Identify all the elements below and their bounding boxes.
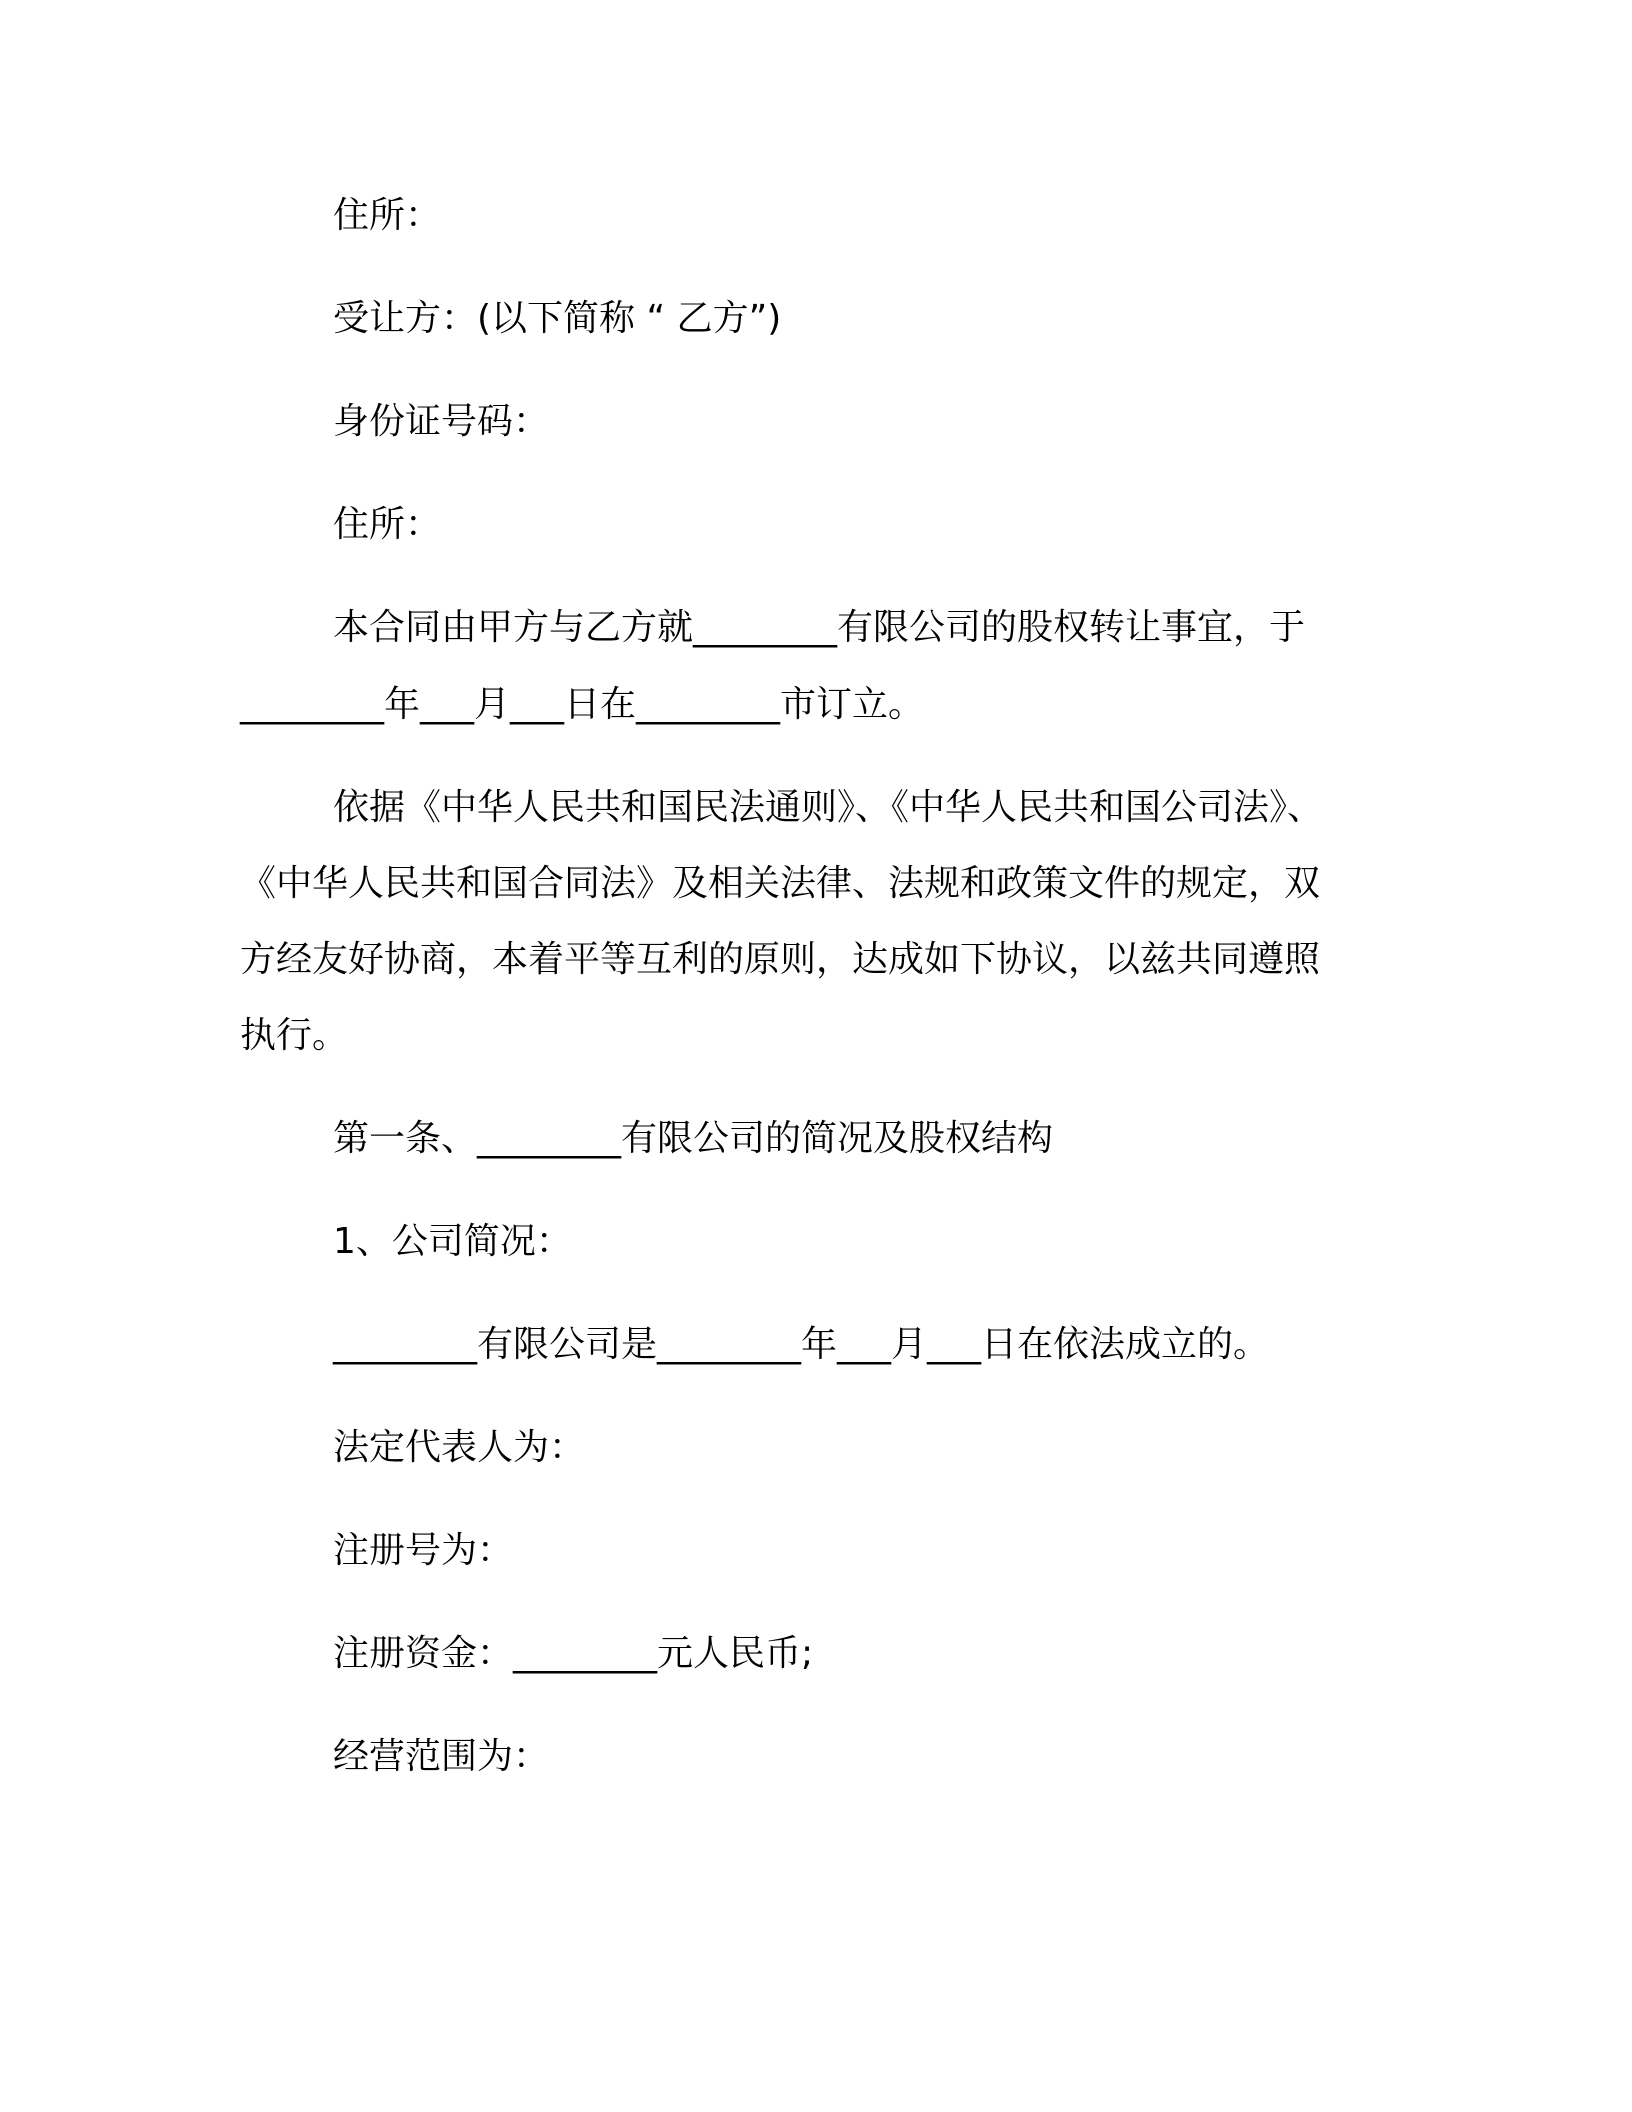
legal-basis-line-4: 执行。 <box>240 1015 349 1056</box>
seller-address-label: 住所： <box>333 195 442 236</box>
transferee-address-label: 住所： <box>333 504 442 545</box>
registration-number-label: 注册号为： <box>333 1530 514 1571</box>
legal-basis-line-1: 依据《中华人民共和国民法通则》、《中华人民共和国公司法》、 <box>333 787 1324 828</box>
legal-basis-line-3: 方经友好协商，本着平等互利的原则，达成如下协议，以兹共同遵照 <box>240 939 1321 980</box>
id-number-label: 身份证号码： <box>333 401 550 442</box>
contract-intro-line-2: ________年___月___日在________市订立。 <box>240 684 925 725</box>
company-established-line: ________有限公司是________年___月___日在依法成立的。 <box>333 1324 1270 1365</box>
business-scope-label: 经营范围为： <box>333 1736 550 1777</box>
legal-representative-label: 法定代表人为： <box>333 1427 586 1468</box>
legal-basis-line-2: 《中华人民共和国合同法》及相关法律、法规和政策文件的规定，双 <box>240 863 1321 904</box>
registered-capital-line: 注册资金：________元人民币; <box>333 1633 814 1674</box>
transferee-label: 受让方：(以下简称 “ 乙方”) <box>333 298 782 339</box>
company-overview-heading: 1、公司简况： <box>333 1221 572 1262</box>
contract-intro-line-1: 本合同由甲方与乙方就________有限公司的股权转让事宜，于 <box>333 607 1306 648</box>
article-one-heading: 第一条、________有限公司的简况及股权结构 <box>333 1118 1054 1159</box>
